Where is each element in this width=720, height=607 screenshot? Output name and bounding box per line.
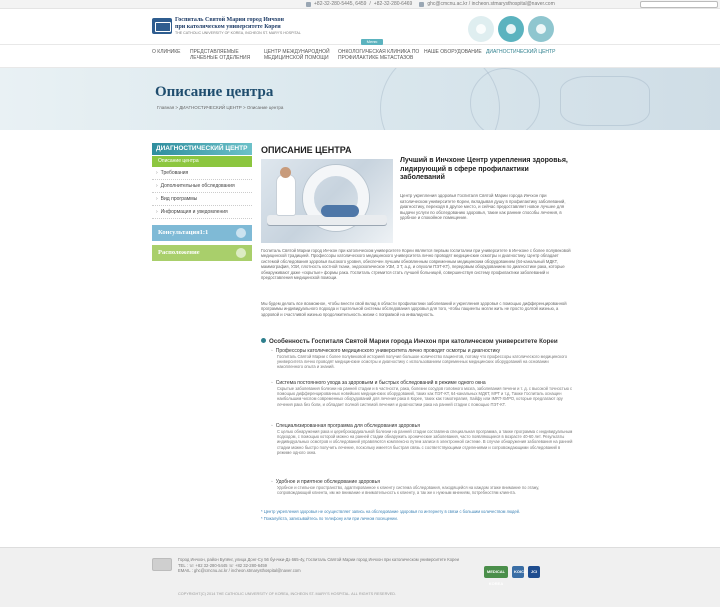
mail-icon [419, 2, 424, 7]
notes [261, 509, 574, 523]
brand-line-3: THE CATHOLIC UNIVERSITY OF KOREA, INCHEON ST. MARY'S HOSPITAL [175, 31, 301, 35]
features-heading: Особенность Госпиталя Святой Марии города Инчхон при католическом университете Кореи [261, 338, 574, 345]
lead-text: Центр укрепления здоровья Госпиталя Святой Марии города Инчхон при католическом университете Кореи, вкладывая душу в профилактику заболеваний, диагностику, переходя в другое место, и сейчас предоставляет новое лучшее для выдачи услуги по обследованию здоровья, такие как ранние способы лечения, в удобное и спокойное помещение. [400, 193, 566, 221]
sidebar-item-description[interactable]: Описание центра [152, 156, 252, 167]
contact-info [306, 1, 555, 7]
phone-icon [306, 2, 311, 7]
nav-about[interactable]: О КЛИНИКЕ [152, 49, 181, 55]
site-header [0, 9, 720, 44]
banner-decor-shape [560, 76, 650, 126]
main-nav [0, 39, 720, 68]
note-1: * Центр укрепления здоровья не осуществляет запись на обследование здоровья по интернету в связи с большим количеством людей. [261, 509, 521, 514]
location-label: Расположение [158, 249, 200, 256]
feature-desc: С целью обнаружения рака и цереброкардиальной болезни на ранней стадии составлена специальная программа, а также программа с индивидуальным подходом, с помощью которой можно на ранней стадии обнаружить хронические заболевания, часто появляющиеся в возрасте 40-60 лет. Результаты индивидуальных осмотров и обследований управляются комплексно путем записи в электронной системе. В случае обнаружения заболевания на ранней стадии можно быстро получить лечение, поскольку имеется быстрая связь с соответствующими отделениями и сопровождающими обследований в режиме одного окна. [277, 429, 573, 455]
feature-item [271, 380, 574, 407]
feature-desc: Скрытые заболевания болезни на ранней стадии и в частности, рака, болезни сосудов головного мозга, заболевания печени и т. д. с высокой точностью с помощью дифференцированных новейших медицинских оборудований, таких как ПЭТ-КТ, 64-канальных МДКТ, МРТ и т.д. Также Госпиталь оснащен наибольшим числом современных оборудований для лечения рака в Корее, таких как томотерапия, Хайфу или IMRT-ХИРО, которые предлагают эру лечения рака без боли, и обладает полной системой лечения и диагностики рака на ранней стадии с помощью ПЭТ-КТ. [277, 386, 573, 407]
feature-title: ◦ Специализированная программа для обследования здоровья [271, 423, 574, 429]
sidebar-item-requirements[interactable]: › Требования [152, 167, 252, 180]
feature-title: ◦ Система постоянного ухода за здоровьем и быстрых обследований в режиме одного окна [271, 380, 574, 386]
sidebar-item-additional-exams[interactable]: › Дополнительные обследования [152, 180, 252, 193]
feature-desc: Госпиталь Святой Марии с более полувековой историей получил большое количество пациентов, потому что профессоры католического медицинского университета лично проводят медицинские осмотры и диагностику с использованием современных медицинских оборудований на основании накопленного опыта и знаний. [277, 354, 568, 370]
footer-address: Город Инчхон, район Бупёнг, улица Донг-Су 56 бунчжи-Дэ 665-4у, Госпиталь Святой Марии город Инчхон при католическом университете Кореи [178, 557, 460, 562]
language-select[interactable] [640, 1, 718, 8]
location-icon [236, 248, 246, 258]
phone-2: +82-32-280-6469 [373, 1, 413, 7]
feature-title: ◦ Удобное и приятное обследование здоровья [271, 479, 574, 485]
footer-copyright: COPYRIGHT(C) 2014 THE CATHOLIC UNIVERSITY OF KOREA, INCHEON ST. MARY'S HOSPITAL. ALL RIGHTS RESERVED. [178, 592, 397, 596]
sidebar-item-notices[interactable]: › Информация и уведомления [152, 206, 252, 219]
brand-line-1: Госпиталь Святой Марии город Инчхон [175, 17, 284, 23]
banner-decor-circle [470, 68, 540, 130]
footer-badges [484, 566, 540, 586]
nav-diagnostic-center[interactable]: ДИАГНОСТИЧЕСКИЙ ЦЕНТР [486, 49, 556, 55]
footer-logo-icon [152, 558, 172, 571]
note-2: * Пожалуйста, записывайтесь по телефону или при личном посещении. [261, 516, 398, 522]
sidebar [152, 143, 252, 261]
nav-oncology-clinic[interactable]: ОНКОЛОГИЧЕСКАЯ КЛИНИКА ПО ПРОФИЛАКТИКЕ МЕТАСТАЗОВ [338, 49, 420, 61]
page-banner [0, 68, 720, 130]
chat-icon[interactable] [498, 16, 524, 42]
consultation-label: Консультация1:1 [158, 229, 209, 236]
sidebar-item-programs[interactable]: › Вид программы [152, 193, 252, 206]
doctor-icon[interactable] [468, 16, 494, 42]
consult-icon [236, 228, 246, 238]
feature-item [271, 423, 574, 455]
consultation-button[interactable] [152, 225, 252, 241]
medical-korea-badge[interactable]: MEDICAL KOREA [484, 566, 508, 578]
ct-scanner-photo [261, 159, 393, 243]
footer-email: EMAIL : ghc@cmcnu.ac.kr / incheon.stmarysthospital@naver.com [178, 568, 301, 574]
breadcrumb: Главная > ДИАГНОСТИЧЕСКИЙ ЦЕНТР > Описание центра [157, 105, 284, 110]
location-button[interactable] [152, 245, 252, 261]
footer-info [178, 557, 478, 574]
brand-line-2: при католическом университете Кореи [175, 24, 281, 30]
paragraph-1: Госпиталь Святой Марии город Инчхон при католическом университете Кореи является первым госпиталем при университете в Инчхоне с более полувековой медицинской традицией. Профессоры католического медицинского университета лично проводят медицинские осмотры и диагностику. Центр обладает системой обследования здоровья высокого уровня, обеспечен лучшим обновленным современным медицинским оборудованием (64-канальный МДКТ, маммография, УЗИ, плотность костной ткани, эндоскопическое УЗИ, 3 T, а.д. и опухоли ПЭТ-КТ), передовым оборудованием по диагностике рака, которые обнаруживают даже «скрытые» формы рака. Госпиталь стремится стать лучшей больницей, совершенствуя систему профилактики заболеваний и предоставления медицинской помощи. [261, 248, 571, 281]
jci-badge[interactable]: JCI [528, 566, 540, 578]
page-title: Описание центра [155, 84, 274, 100]
top-contact-bar [0, 0, 720, 9]
doctor-head [280, 167, 291, 178]
consult-icon[interactable] [528, 16, 554, 42]
hospital-logo-icon[interactable] [152, 18, 172, 34]
koica-badge[interactable]: KOICA [512, 566, 524, 578]
sidebar-title: ДИАГНОСТИЧЕСКИЙ ЦЕНТР [152, 143, 252, 155]
paragraph-2: Мы будем делать все возможное, чтобы внести свой вклад в области профилактики заболеваний и укрепления здоровья с помощью дифференцированной программы индивидуального подхода и тщательной системы обследования здоровья для того, чтобы пациенты могли жить не просто долгой жизнью, а здоровой и счастливой жизнью продолжительность жизни с поправкой на инвалидность. [261, 301, 567, 317]
main-content [261, 145, 574, 522]
nav-international-center[interactable]: ЦЕНТР МЕЖДУНАРОДНОЙ МЕДИЦИНСКОЙ ПОМОЩИ [264, 49, 330, 61]
feature-item [271, 479, 574, 495]
header-quick-icons [468, 16, 554, 42]
nav-equipment[interactable]: НАШЕ ОБОРУДОВАНИЕ [424, 49, 482, 55]
email-text[interactable]: ghc@cmcnu.ac.kr / incheon.stmarysthospital@naver.com [427, 1, 555, 7]
menu-badge: Меню [361, 39, 383, 45]
footer-tel: TEL : ☏ +82 32-280-5445 ☏ +82 32-280-6459 [178, 562, 268, 568]
doctor-figure [277, 175, 295, 215]
phone-1: +82-32-280-5445, 6459 [314, 1, 367, 7]
feature-desc: Удобное и стильное пространство, адаптированное к клиенту система обследования, находящейся на каждом этаже внимание по этажу, сопровождающий клиента, им же внимание и внимательность к клиенту, а так же к нужным мнениям, потребностям клиента. [277, 485, 540, 496]
nav-departments[interactable]: ПРЕДСТАВЛЯЕМЫЕ ЛЕЧЕБНЫЕ ОТДЕЛЕНИЯ [190, 49, 251, 61]
separator: / [369, 1, 371, 7]
lead-heading: Лучший в Инчхоне Центр укрепления здоровья, лидирующий в сфере профилактики заболеваний [400, 157, 568, 181]
brand-text[interactable] [175, 17, 315, 36]
content-title: ОПИСАНИЕ ЦЕНТРА [261, 145, 352, 155]
feature-title: ◦ Профессоры католического медицинского университета лично проводят осмотры и диагностику [271, 348, 574, 354]
feature-item [271, 348, 574, 370]
patient-figure [321, 205, 359, 217]
site-footer [0, 547, 720, 607]
